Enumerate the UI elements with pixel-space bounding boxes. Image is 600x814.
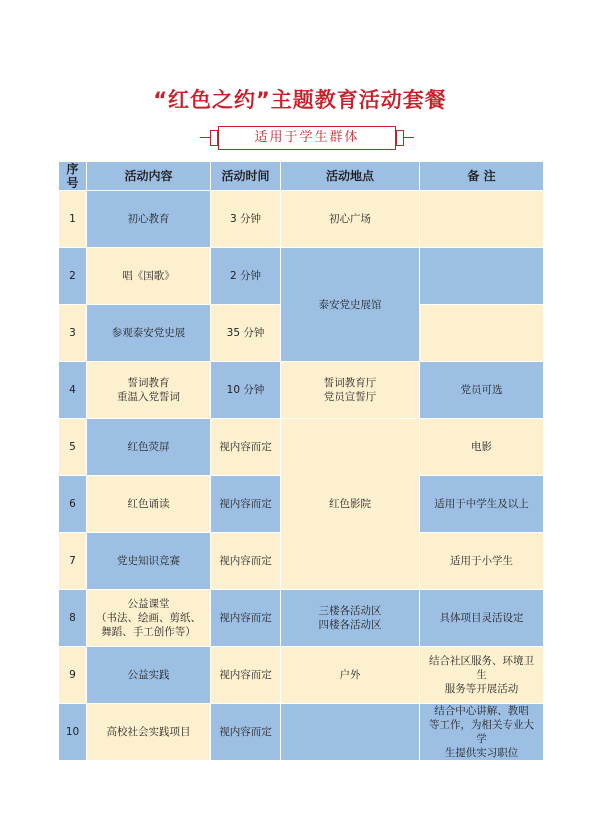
header-place: 活动地点: [281, 162, 420, 191]
row-number: 7: [59, 533, 87, 590]
row-content: 参观泰安党史展: [87, 305, 211, 362]
row-place: 泰安党史展馆: [281, 248, 420, 362]
row-note: 电影: [420, 419, 544, 476]
table-row: [59, 248, 544, 305]
row-note: 适用于中学生及以上: [420, 476, 544, 533]
row-note: 结合社区服务、环境卫生 服务等开展活动: [420, 647, 544, 704]
row-time: 视内容而定: [211, 704, 281, 761]
row-content: 红色诵读: [87, 476, 211, 533]
row-note: [420, 248, 544, 305]
row-place: 户外: [281, 647, 420, 704]
table-row: [59, 590, 544, 647]
row-place: 誓词教育厅 党员宣誓厅: [281, 362, 420, 419]
row-note: [420, 305, 544, 362]
header-no: 序号: [59, 162, 87, 191]
row-place: [281, 704, 420, 761]
row-number: 3: [59, 305, 87, 362]
table-row: [59, 362, 544, 419]
row-number: 5: [59, 419, 87, 476]
row-content: 誓词教育 重温入党誓词: [87, 362, 211, 419]
row-time: 视内容而定: [211, 476, 281, 533]
table-row: [59, 419, 544, 476]
row-content: 唱《国歌》: [87, 248, 211, 305]
row-place: 初心广场: [281, 191, 420, 248]
row-number: 10: [59, 704, 87, 761]
row-content: 初心教育: [87, 191, 211, 248]
header-note: 备 注: [420, 162, 544, 191]
row-time: 2 分钟: [211, 248, 281, 305]
row-number: 8: [59, 590, 87, 647]
subtitle-banner: [200, 126, 414, 150]
header-time: 活动时间: [211, 162, 281, 191]
row-time: 视内容而定: [211, 647, 281, 704]
row-note: 适用于小学生: [420, 533, 544, 590]
row-time: 35 分钟: [211, 305, 281, 362]
row-note: 具体项目灵活设定: [420, 590, 544, 647]
header-content: 活动内容: [87, 162, 211, 191]
row-content: 公益课堂 （书法、绘画、剪纸、 舞蹈、手工创作等）: [87, 590, 211, 647]
row-content: 公益实践: [87, 647, 211, 704]
table-row: [59, 704, 544, 761]
page-title: “红色之约”主题教育活动套餐: [153, 88, 447, 112]
row-number: 1: [59, 191, 87, 248]
table-row: [59, 191, 544, 248]
row-content: 高校社会实践项目: [87, 704, 211, 761]
table-row: [59, 647, 544, 704]
row-number: 9: [59, 647, 87, 704]
row-time: 视内容而定: [211, 533, 281, 590]
row-place: 红色影院: [281, 419, 420, 590]
subtitle-label: 适用于学生群体: [218, 126, 396, 150]
row-note: 党员可选: [420, 362, 544, 419]
table-header-row: [59, 162, 544, 191]
row-number: 4: [59, 362, 87, 419]
row-time: 视内容而定: [211, 590, 281, 647]
activity-table: [58, 161, 544, 761]
row-time: 3 分钟: [211, 191, 281, 248]
row-place: 三楼各活动区 四楼各活动区: [281, 590, 420, 647]
row-content: 红色荧屏: [87, 419, 211, 476]
row-note: 结合中心讲解、教唱 等工作，为相关专业大学 生提供实习职位: [420, 704, 544, 761]
row-content: 党史知识竞赛: [87, 533, 211, 590]
row-number: 2: [59, 248, 87, 305]
row-time: 视内容而定: [211, 419, 281, 476]
row-time: 10 分钟: [211, 362, 281, 419]
row-number: 6: [59, 476, 87, 533]
row-note: [420, 191, 544, 248]
